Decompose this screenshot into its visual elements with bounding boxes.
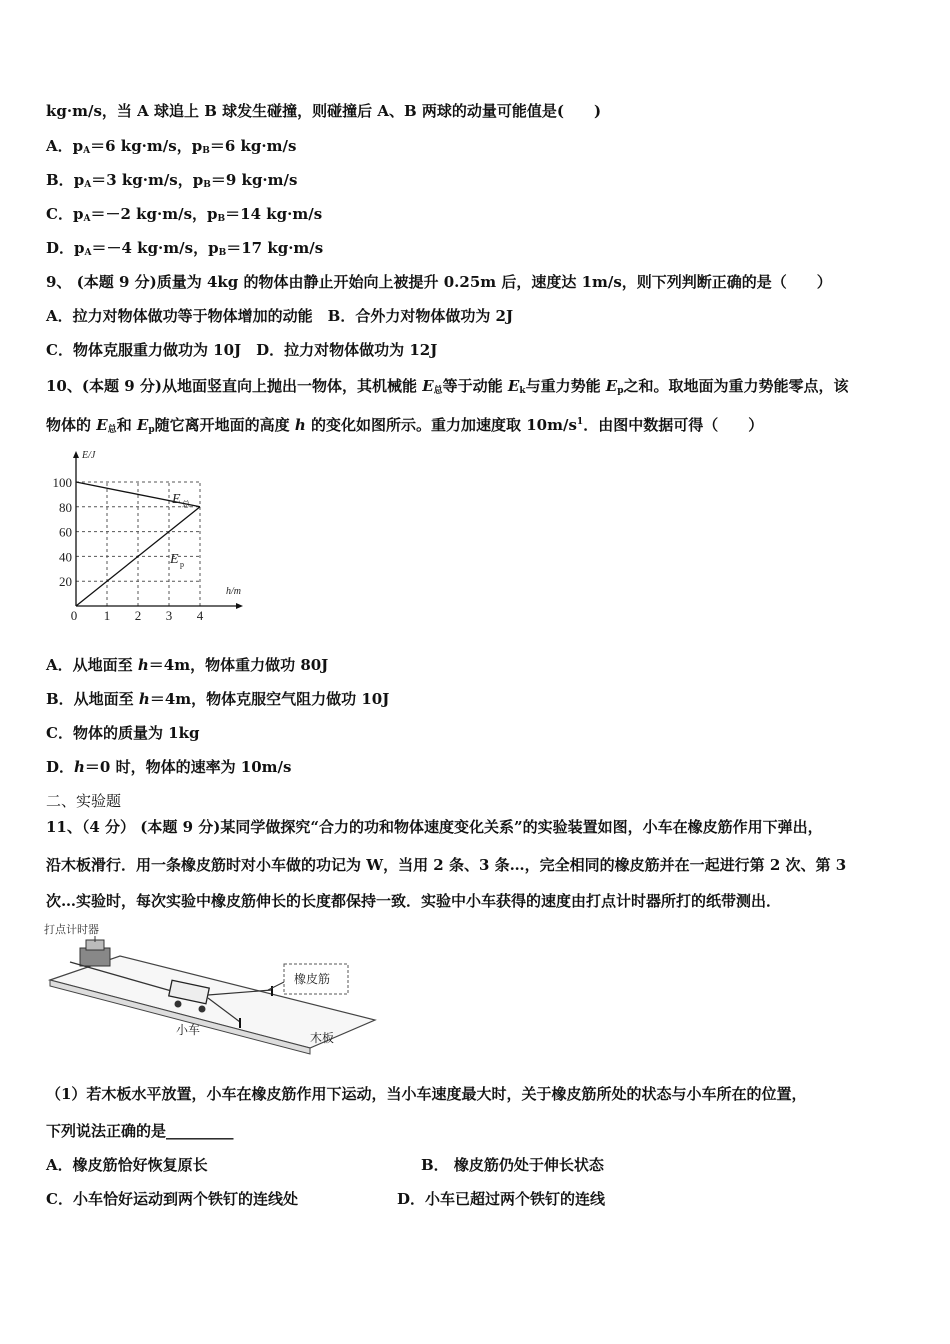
q11-option-b: B． 橡皮筋仍处于伸长状态 [421, 1156, 604, 1174]
series-label-1: E [170, 551, 179, 567]
x-tick-label: 1 [103, 608, 111, 621]
x-tick-label: 4 [196, 608, 204, 621]
y-axis-arrow [73, 451, 79, 458]
answer-blank[interactable]: _________ [166, 1122, 234, 1140]
q11-option-a: A．橡皮筋恰好恢复原长 [46, 1156, 208, 1174]
q11-option-d: D．小车已超过两个铁钉的连线 [397, 1190, 606, 1208]
y-axis-label: E/J [82, 450, 96, 461]
timer-device [80, 948, 110, 966]
y-tick-label: 80 [59, 499, 72, 515]
q11-line1: 11、（4 分） (本题 9 分)某同学做探究“合力的功和物体速度变化关系”的实验装置如图，小车在橡皮筋作用下弹出， [46, 818, 823, 836]
q9-stem: 9、 (本题 9 分)质量为 4kg 的物体由静止开始向上被提升 0.25m 后，速度达 1m/s，则下列判断正确的是（ ） [46, 273, 832, 291]
q11-option-c: C．小车恰好运动到两个铁钉的连线处 [46, 1190, 298, 1208]
band-label: 橡皮筋 [294, 972, 331, 986]
q11-sub1-line1: （1）若木板水平放置，小车在橡皮筋作用下运动，当小车速度最大时，关于橡皮筋所处的状态与小车所在的位置， [46, 1085, 807, 1103]
q10-option-b: B．从地面至 h＝4m，物体克服空气阻力做功 10J [46, 690, 390, 708]
section-title: 二、实验题 [46, 792, 122, 810]
timer-label: 打点计时器 [44, 924, 99, 936]
series-label-sub-1: p [180, 559, 184, 569]
q8-stem-tail: kg·m/s，当 A 球追上 B 球发生碰撞，则碰撞后 A、B 两球的动量可能值是( ) [46, 102, 602, 120]
band-leader [268, 982, 284, 990]
y-tick-label: 40 [59, 549, 72, 565]
cart-wheel [175, 1001, 182, 1008]
q8-option-b: B．$p_A=3$ kg·m/s，$p_B=9$ kg·m/s [46, 171, 298, 190]
board-label: 木板 [310, 1031, 335, 1045]
series-label-0: E [172, 491, 181, 507]
q11-line3: 次…实验时，每次实验中橡皮筋伸长的长度都保持一致．实验中小车获得的速度由打点计时器所打的纸带测出． [46, 892, 782, 910]
x-tick-label: 2 [134, 608, 142, 621]
series-label-sub-0: 总 [182, 499, 190, 509]
y-tick-label: 100 [52, 475, 72, 490]
q11-line2: 沿木板滑行．用一条橡皮筋时对小车做的功记为 W，当用 2 条、3 条…，完全相同的橡皮筋并在一起进行第 2 次、第 3 [46, 856, 847, 874]
y-tick-label: 60 [59, 524, 72, 540]
q8-option-a: A．$p_A=6$ kg·m/s，$p_B=6$ kg·m/s [46, 137, 297, 156]
origin-label: 0 [70, 608, 78, 621]
q8-option-d: D．$p_A=-4$ kg·m/s，$p_B=17$ kg·m/s [46, 239, 324, 258]
energy-height-chart [40, 446, 260, 621]
q11-sub1-line2: 下列说法正确的是_________ [46, 1122, 234, 1140]
q10-option-d: D．h＝0 时，物体的速率为 10m/s [46, 758, 292, 776]
q10-option-a: A．从地面至 h＝4m，物体重力做功 80J [46, 656, 329, 674]
option-label: A． [46, 137, 73, 155]
chart-axes [73, 451, 243, 609]
q9-options-row1: A．拉力对物体做功等于物体增加的动能 B．合外力对物体做功为 2J [46, 307, 514, 325]
q10-stem-line2: 物体的 $E_总$和 $E_p$随它离开地面的高度 h 的变化如图所示。重力加速度取 $10m/s^1$．由图中数据可得（ ） [46, 416, 764, 435]
cart-wheel [199, 1006, 206, 1013]
cart-label: 小车 [176, 1023, 201, 1037]
x-tick-label: 3 [165, 608, 173, 621]
x-axis-arrow [236, 603, 243, 609]
chart-labels [53, 450, 242, 621]
y-tick-label: 20 [59, 574, 72, 590]
q10-option-c: C．物体的质量为 1kg [46, 724, 200, 742]
q8-option-c: C．$p_A=-2$ kg·m/s，$p_B=14$ kg·m/s [46, 205, 323, 224]
q10-stem-line1: 10、(本题 9 分)从地面竖直向上抛出一物体，其机械能 $E_总$等于动能 $E_k$与重力势能 $E_p$之和。取地面为重力势能零点，该 [46, 377, 849, 396]
q9-options-row2: C．物体克服重力做功为 10J D．拉力对物体做功为 12J [46, 341, 438, 359]
x-axis-label: h/m [226, 586, 241, 597]
cart-apparatus-figure [40, 920, 385, 1060]
